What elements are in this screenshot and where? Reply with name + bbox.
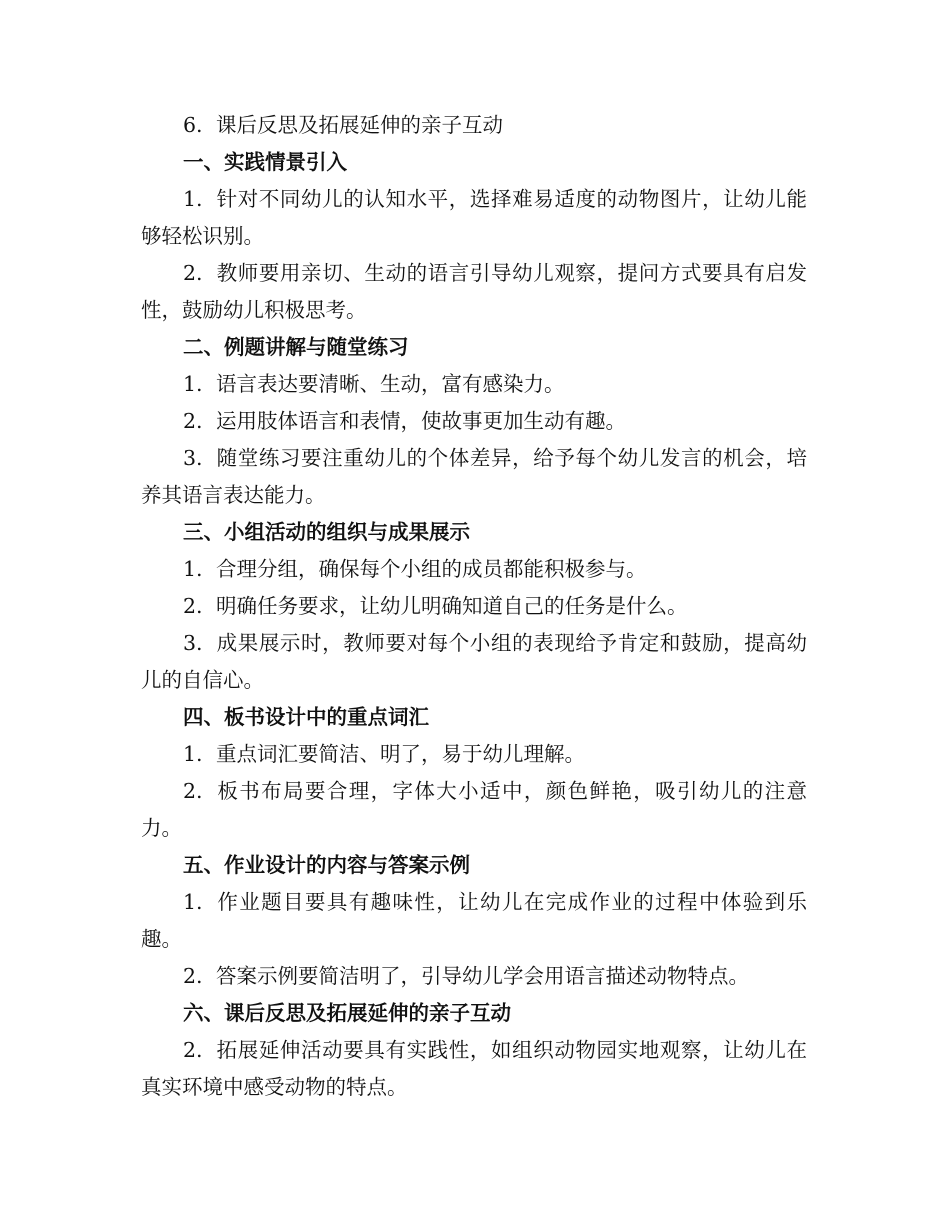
list-item (141, 884, 807, 958)
item-text: 明确任务要求，让幼儿明确知道自己的任务是什么。 (216, 594, 688, 618)
section-heading: 四、板书设计中的重点词汇 (183, 705, 429, 729)
section-heading: 一、实践情景引入 (183, 150, 347, 174)
list-item (141, 255, 807, 329)
list-item (141, 1032, 807, 1106)
list-item (141, 551, 807, 588)
item-number: 1. (183, 187, 203, 211)
item-text: 成果展示时，教师要对每个小组的表现给予肯定和鼓励，提高幼儿的自信心。 (141, 631, 807, 692)
item-text: 教师要用亲切、生动的语言引导幼儿观察，提问方式要具有启发性，鼓励幼儿积极思考。 (141, 261, 807, 322)
item-text: 作业题目要具有趣味性，让幼儿在完成作业的过程中体验到乐趣。 (141, 890, 807, 951)
list-item (141, 773, 807, 847)
item-number: 2. (183, 1038, 203, 1062)
item-number: 2. (183, 779, 203, 803)
list-item (141, 625, 807, 699)
item-text: 语言表达要清晰、生动，富有感染力。 (216, 372, 565, 396)
item-text: 答案示例要简洁明了，引导幼儿学会用语言描述动物特点。 (216, 964, 749, 988)
document-body (141, 107, 807, 1106)
item-text: 重点词汇要简洁、明了，易于幼儿理解。 (216, 742, 585, 766)
list-item (141, 366, 807, 403)
item-number: 1. (183, 372, 203, 396)
item-text: 运用肢体语言和表情，使故事更加生动有趣。 (216, 409, 626, 433)
item-number: 2. (183, 261, 203, 285)
list-item (141, 107, 807, 144)
item-number: 2. (183, 964, 203, 988)
item-number: 6. (183, 113, 203, 137)
list-item (141, 403, 807, 440)
section-heading: 五、作业设计的内容与答案示例 (183, 853, 470, 877)
item-number: 1. (183, 742, 203, 766)
item-text: 课后反思及拓展延伸的亲子互动 (216, 113, 503, 137)
section-heading: 六、课后反思及拓展延伸的亲子互动 (183, 1001, 511, 1025)
list-item (141, 440, 807, 514)
item-text: 拓展延伸活动要具有实践性，如组织动物园实地观察，让幼儿在真实环境中感受动物的特点。 (141, 1038, 807, 1099)
item-number: 3. (183, 631, 203, 655)
item-text: 针对不同幼儿的认知水平，选择难易适度的动物图片，让幼儿能够轻松识别。 (141, 187, 807, 248)
list-item (141, 736, 807, 773)
section-heading: 三、小组活动的组织与成果展示 (183, 520, 470, 544)
item-number: 1. (183, 890, 203, 914)
item-text: 合理分组，确保每个小组的成员都能积极参与。 (216, 557, 647, 581)
item-number: 3. (183, 446, 203, 470)
list-item (141, 958, 807, 995)
item-number: 1. (183, 557, 203, 581)
list-item (141, 181, 807, 255)
list-item (141, 588, 807, 625)
item-text: 随堂练习要注重幼儿的个体差异，给予每个幼儿发言的机会，培养其语言表达能力。 (141, 446, 807, 507)
item-number: 2. (183, 409, 203, 433)
item-number: 2. (183, 594, 203, 618)
section-heading: 二、例题讲解与随堂练习 (183, 335, 409, 359)
item-text: 板书布局要合理，字体大小适中，颜色鲜艳，吸引幼儿的注意力。 (141, 779, 807, 840)
